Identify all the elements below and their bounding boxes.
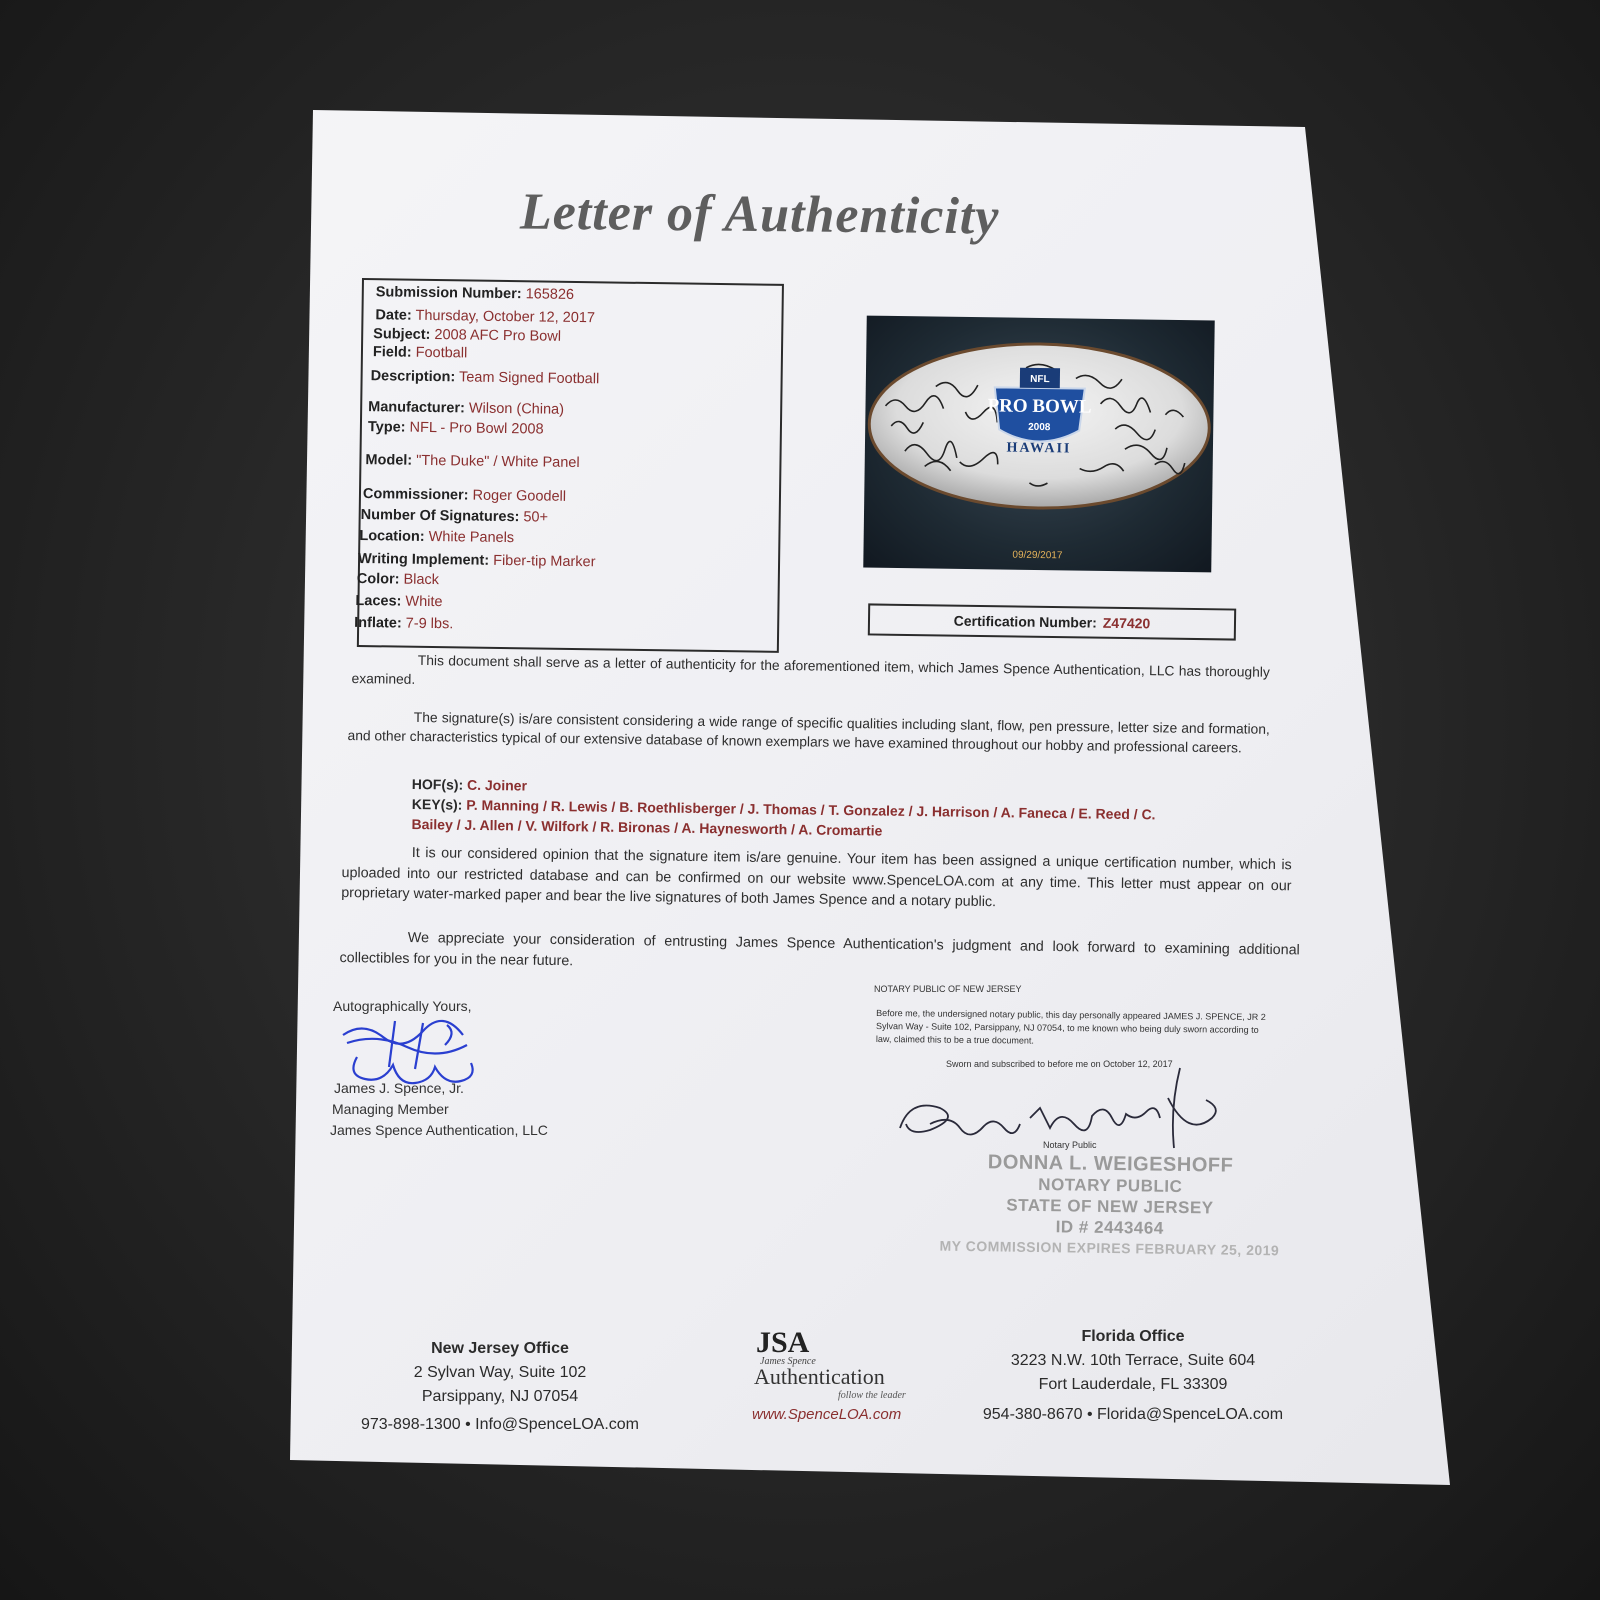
nj-office-heading: New Jersey Office [431, 1340, 569, 1357]
detail-value: Roger Goodell [472, 487, 567, 505]
pro-bowl-text: PRO BOWL [987, 395, 1092, 418]
detail-label: Laces: [355, 592, 402, 610]
detail-row [354, 615, 453, 632]
jsa-logo-tagline: follow the leader [838, 1390, 906, 1401]
signer-company: James Spence Authentication, LLC [330, 1122, 548, 1138]
detail-row [357, 571, 439, 588]
nj-office [350, 1337, 650, 1437]
detail-value: 2008 AFC Pro Bowl [434, 327, 562, 345]
hof-value: C. Joiner [466, 776, 528, 794]
letter-title: Letter of Authenticity [519, 183, 1000, 246]
jsa-logo-url: www.SpenceLOA.com [752, 1406, 902, 1423]
notary-sworn: Sworn and subscribed to before me on October 12, 2017 [946, 1059, 1173, 1069]
pro-bowl-year: 2008 [1028, 421, 1051, 434]
detail-value: White Panels [428, 528, 515, 547]
detail-value: NFL - Pro Bowl 2008 [409, 419, 544, 438]
fl-office-city: Fort Lauderdale, FL 33309 [1038, 1376, 1228, 1393]
detail-row [371, 368, 600, 387]
item-details-list [354, 280, 782, 633]
detail-label: Date: [375, 307, 412, 324]
fl-office-street: 3223 N.W. 10th Terrace, Suite 604 [1010, 1352, 1256, 1369]
fl-office [968, 1325, 1298, 1427]
notary-heading: NOTARY PUBLIC OF NEW JERSEY [874, 984, 1022, 994]
jsa-logo [742, 1326, 942, 1422]
paragraph-intro: This document shall serve as a letter of authenticity for the aforementioned item, which James Spence Authentication, LLC has thoroughly examined. [351, 652, 1270, 687]
detail-row [358, 551, 596, 570]
detail-label: Submission Number: [375, 284, 522, 303]
detail-value: Wilson (China) [468, 400, 565, 418]
certification-value: Z47420 [1102, 614, 1151, 632]
detail-value: White [405, 593, 443, 611]
detail-row [368, 419, 544, 437]
detail-label: Color: [356, 570, 400, 588]
signer-name: James J. Spence, Jr. [334, 1080, 464, 1096]
hof-label: HOF(s): [411, 775, 464, 793]
detail-label: Location: [359, 527, 425, 545]
detail-value: Thursday, October 12, 2017 [415, 307, 596, 327]
detail-row [361, 507, 549, 526]
nj-office-contact: 973-898-1300 • Info@SpenceLOA.com [360, 1416, 639, 1433]
detail-row [355, 593, 442, 610]
detail-value: 7-9 lbs. [405, 615, 454, 633]
detail-label: Subject: [373, 326, 431, 343]
notary-statement: Before me, the undersigned notary public, this day personally appeared JAMES J. SPENCE, JR 2 Sylvan Way - Suite 102, Parsippany, NJ 07054, to me known who being duly sworn according to law, claimed this to be a true document. [875, 1007, 1266, 1046]
detail-value: "The Duke" / White Panel [416, 452, 580, 472]
detail-label: Number Of Signatures: [360, 507, 520, 526]
photo-date-stamp: 09/29/2017 [1012, 549, 1063, 562]
paragraph-signature-analysis: The signature(s) is/are consistent considering a wide range of specific qualities including slant, flow, pen pressure, letter size and formation, and other characteristics typical of our extensive database of known exemplars we have examined throughout our hobby and professional careers. [347, 709, 1270, 756]
fl-office-contact: 954-380-8670 • Florida@SpenceLOA.com [982, 1406, 1284, 1423]
football-image [863, 316, 1214, 573]
certification-label: Certification Number: [953, 612, 1097, 631]
detail-value: 165826 [525, 286, 575, 303]
stamp-title: NOTARY PUBLIC [1038, 1174, 1183, 1197]
nj-office-street: 2 Sylvan Way, Suite 102 [413, 1364, 587, 1381]
detail-row [373, 344, 468, 361]
detail-label: Writing Implement: [357, 550, 490, 569]
jsa-logo-authentication: Authentication [754, 1364, 885, 1389]
item-photo [863, 316, 1214, 573]
detail-label: Description: [370, 368, 456, 386]
key-value: P. Manning / R. Lewis / B. Roethlisberger / J. Thomas / T. Gonzalez / J. Harrison / A. Faneca / E. Reed / C. Bailey / J. Allen / V. Wilfork / R. Bironas / A. Haynesworth / A. Cromartie [411, 796, 1156, 839]
notary-signature-label: Notary Public [1043, 1140, 1097, 1150]
fl-office-heading: Florida Office [1081, 1328, 1185, 1345]
detail-label: Model: [365, 452, 413, 469]
notary-stamp [879, 1151, 1340, 1262]
certification-number-box [868, 603, 1236, 640]
item-details-box [354, 278, 784, 653]
detail-row [359, 528, 514, 546]
detail-label: Field: [372, 344, 412, 361]
detail-value: Black [403, 571, 440, 589]
signer-role: Managing Member [332, 1101, 449, 1117]
hawaii-text: HAWAII [1006, 440, 1072, 457]
stamp-expiry: MY COMMISSION EXPIRES FEBRUARY 25, 2019 [939, 1237, 1280, 1259]
detail-label: Manufacturer: [368, 399, 465, 417]
detail-row [368, 399, 564, 418]
stamp-state: STATE OF NEW JERSEY [1006, 1195, 1214, 1218]
detail-row [375, 307, 595, 326]
closing: Autographically Yours, [333, 998, 472, 1014]
jsa-logo-sub: James Spence [760, 1356, 816, 1367]
key-label: KEY(s): [411, 795, 463, 813]
paragraph-appreciation: We appreciate your consideration of entrusting James Spence Authentication's judgment and look forward to examining additional collectibles for you in the near future. [339, 929, 1300, 969]
detail-row [363, 486, 566, 505]
detail-label: Commissioner: [362, 486, 469, 504]
detail-value: Fiber-tip Marker [493, 552, 596, 571]
detail-row [376, 284, 574, 303]
detail-value: Football [415, 344, 468, 362]
nj-office-city: Parsippany, NJ 07054 [421, 1388, 579, 1405]
detail-row [373, 326, 561, 345]
jsa-logo-letters: JSA [756, 1326, 810, 1359]
stamp-id: ID # 2443464 [1055, 1217, 1164, 1238]
detail-label: Inflate: [354, 614, 402, 632]
detail-row [365, 452, 579, 471]
detail-label: Type: [367, 419, 406, 436]
detail-value: 50+ [523, 509, 549, 526]
detail-value: Team Signed Football [458, 369, 600, 388]
paragraph-opinion: It is our considered opinion that the signature item is/are genuine. Your item has been assigned a unique certification number, which is uploaded into our restricted database and can be confirmed on our website www.SpenceLOA.com at any time. This letter must appear on our proprietary water-marked paper and bear the live signatures of both James Spence and a notary public. [341, 844, 1292, 911]
spence-signature [335, 1015, 495, 1085]
nfl-shield-text: NFL [1030, 373, 1050, 386]
stamp-name: DONNA L. WEIGESHOFF [987, 1151, 1234, 1177]
